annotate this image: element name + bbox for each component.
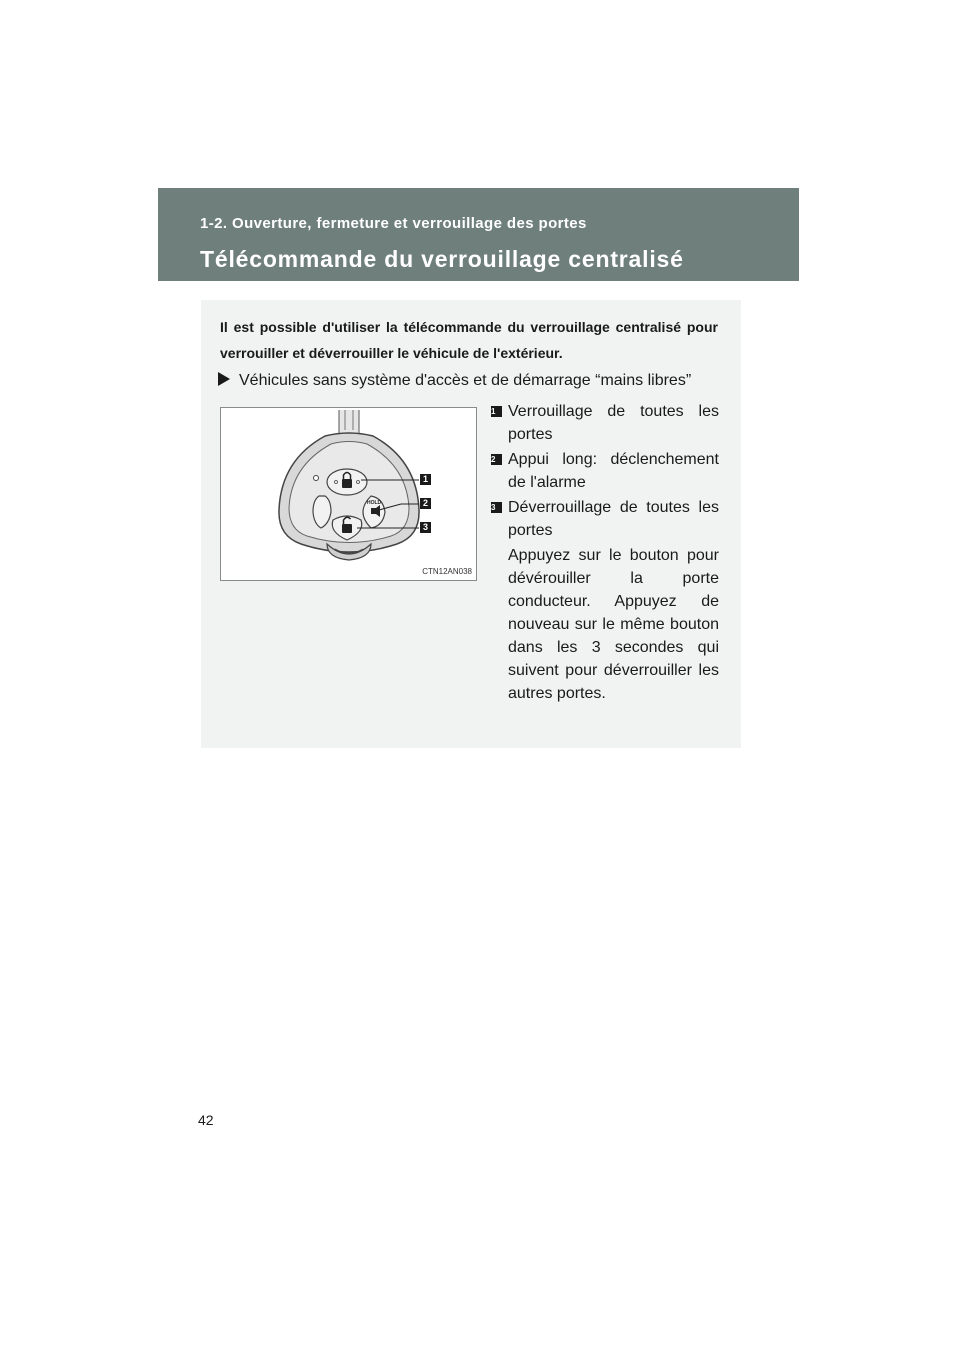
hold-label: HOLD	[367, 500, 382, 506]
legend-text: Déverrouillage de toutes les portes	[508, 499, 719, 539]
remote-key-illustration	[221, 408, 476, 580]
legend-number: 3	[491, 502, 502, 513]
intro-text: Il est possible d'utiliser la télécommande du verrouillage centralisé pour verrouiller et déverrouiller le véhicule de l'extérieur.	[220, 319, 718, 361]
legend-item-alarm	[491, 448, 719, 494]
play-arrow-icon	[218, 372, 230, 386]
callout-2: 2	[420, 498, 431, 509]
figure-code: CTN12AN038	[422, 567, 472, 576]
content-panel	[201, 300, 741, 748]
page-number: 42	[198, 1112, 214, 1128]
vehicle-condition	[218, 372, 738, 390]
page-title: Télécommande du verrouillage centralisé	[200, 246, 684, 272]
legend-item-unlock	[491, 496, 719, 542]
chapter-header	[158, 188, 799, 281]
legend-number: 2	[491, 454, 502, 465]
unlock-note: Appuyez sur le bouton pour dévérouiller la porte conducteur. Appuyez de nouveau sur le même bouton dans les 3 secondes qui suivent pour déverrouiller les autres portes.	[508, 547, 719, 702]
button-legend	[491, 400, 719, 705]
legend-text: Verrouillage de toutes les portes	[508, 403, 719, 443]
callout-3: 3	[420, 522, 431, 533]
legend-item-lock	[491, 400, 719, 446]
section-title: 1-2. Ouverture, fermeture et verrouillage des portes	[200, 215, 587, 232]
vehicle-condition-label: Véhicules sans système d'accès et de démarrage “mains libres”	[239, 372, 692, 389]
callout-1: 1	[420, 474, 431, 485]
legend-text: Appui long: déclenchement de l'alarme	[508, 451, 719, 491]
remote-key-figure	[220, 407, 477, 581]
legend-number: 1	[491, 406, 502, 417]
